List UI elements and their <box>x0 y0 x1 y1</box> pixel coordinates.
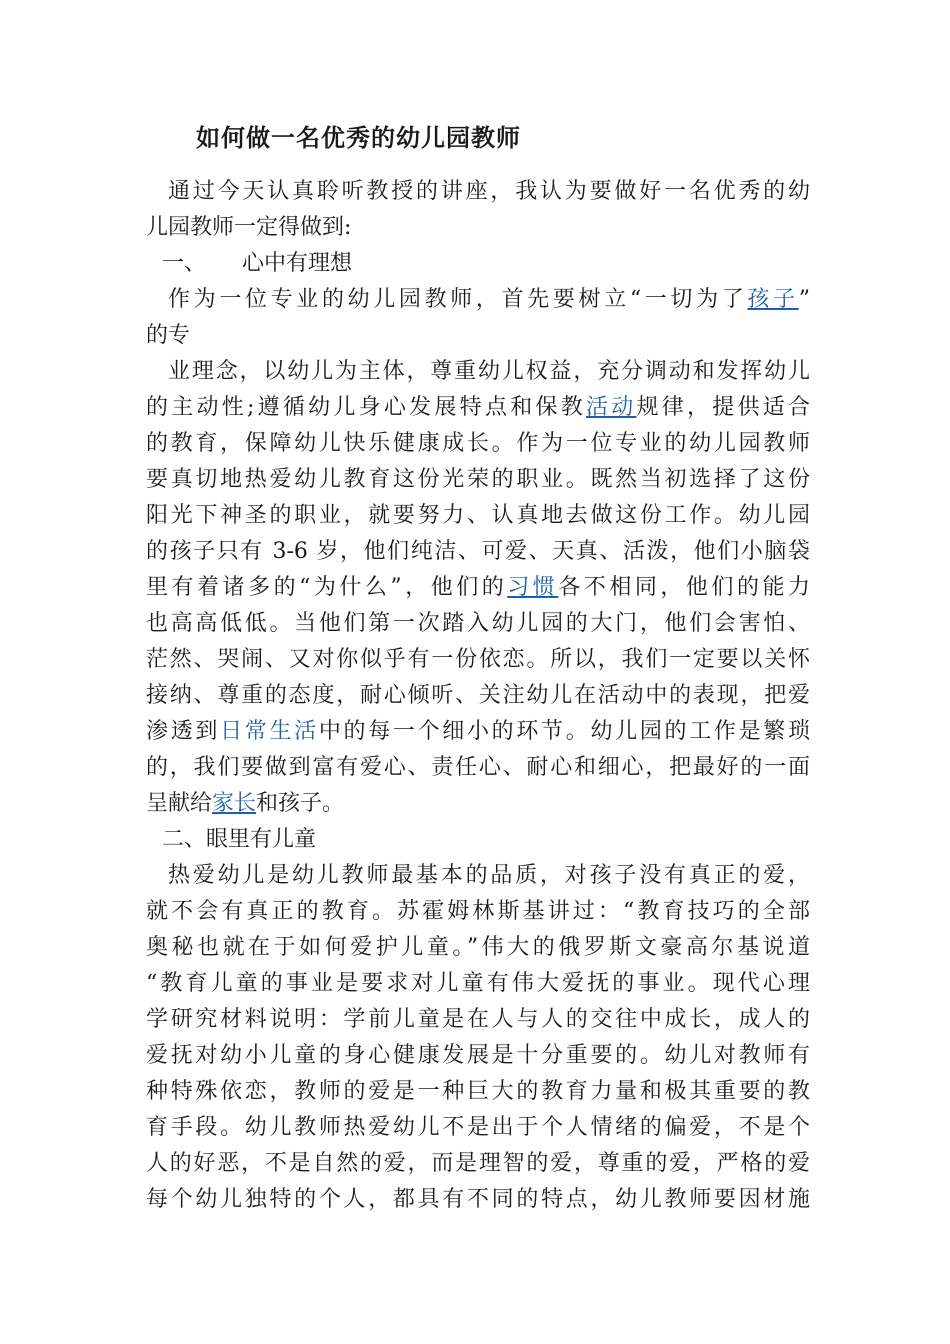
paragraph-line: 的孩子只有 3-6 岁，他们纯洁、可爱、天真、活泼，他们小脑袋 <box>146 539 810 564</box>
link-huodong[interactable]: 活动 <box>585 395 637 420</box>
link-richangshenghuo[interactable]: 日常生活 <box>220 719 319 744</box>
paragraph-line: 作为一位专业的幼儿园教师，首先要树立“一切为了孩子” <box>168 287 810 312</box>
section-title: 心中有理想 <box>242 251 353 276</box>
paragraph-line: 人的好恶，不是自然的爱，而是理智的爱，尊重的爱，严格的爱 <box>146 1151 810 1176</box>
paragraph-line: 业理念，以幼儿为主体，尊重幼儿权益，充分调动和发挥幼儿 <box>168 359 810 384</box>
paragraph-line: 奥秘也就在于如何爱护儿童。”伟大的俄罗斯文豪高尔基说道 <box>146 935 810 960</box>
paragraph-line: 的主动性;遵循幼儿身心发展特点和保教活动规律，提供适合 <box>146 395 810 420</box>
paragraph-line: 就不会有真正的教育。苏霍姆林斯基讲过：“教育技巧的全部 <box>146 899 810 924</box>
link-xiguan[interactable]: 习惯 <box>507 575 559 600</box>
paragraph-line: 育手段。幼儿教师热爱幼儿不是出于个人情绪的偏爱，不是个 <box>146 1115 810 1140</box>
paragraph-line: 热爱幼儿是幼儿教师最基本的品质，对孩子没有真正的爱， <box>168 863 810 888</box>
paragraph-line: 的专 <box>146 323 191 348</box>
intro-line: 通过今天认真聆听教授的讲座，我认为要做好一名优秀的幼 <box>168 179 810 204</box>
intro-line: 儿园教师一定得做到: <box>146 215 352 240</box>
document-body <box>146 174 810 1218</box>
section-heading-1 <box>146 246 810 282</box>
paragraph-line: 每个幼儿独特的个人，都具有不同的特点，幼儿教师要因材施 <box>146 1187 810 1212</box>
paragraph-line: 呈献给家长和孩子。 <box>146 791 345 816</box>
paragraph-line: 学研究材料说明：学前儿童是在人与人的交往中成长，成人的 <box>146 1007 810 1032</box>
link-haizi[interactable]: 孩子 <box>747 287 799 312</box>
paragraph-line: 也高高低低。当他们第一次踏入幼儿园的大门，他们会害怕、 <box>146 611 810 636</box>
paragraph-line: 的，我们要做到富有爱心、责任心、耐心和细心，把最好的一面 <box>146 755 810 780</box>
paragraph-line: 里有着诸多的“为什么”，他们的习惯各不相同，他们的能力 <box>146 575 810 600</box>
paragraph-line: 茫然、哭闹、又对你似乎有一份依恋。所以，我们一定要以关怀 <box>146 647 810 672</box>
paragraph-line: 要真切地热爱幼儿教育这份光荣的职业。既然当初选择了这份 <box>146 467 810 492</box>
paragraph-line: 阳光下神圣的职业，就要努力、认真地去做这份工作。幼儿园 <box>146 503 810 528</box>
document-title: 如何做一名优秀的幼儿园教师 <box>196 124 521 152</box>
section-number: 一、 <box>162 251 207 276</box>
paragraph-line: 爱抚对幼小儿童的身心健康发展是十分重要的。幼儿对教师有 <box>146 1043 810 1068</box>
paragraph-line: “教育儿童的事业是要求对儿童有伟大爱抚的事业。现代心理 <box>146 971 810 996</box>
link-jiazhang[interactable]: 家长 <box>212 791 257 816</box>
paragraph-line: 渗透到日常生活中的每一个细小的环节。幼儿园的工作是繁琐 <box>146 719 810 744</box>
section-heading-2: 二、眼里有儿童 <box>162 827 317 852</box>
paragraph-line: 的教育，保障幼儿快乐健康成长。作为一位专业的幼儿园教师 <box>146 431 810 456</box>
paragraph-line: 接纳、尊重的态度，耐心倾听、关注幼儿在活动中的表现，把爱 <box>146 683 810 708</box>
paragraph-line: 种特殊依恋，教师的爱是一种巨大的教育力量和极其重要的教 <box>146 1079 810 1104</box>
